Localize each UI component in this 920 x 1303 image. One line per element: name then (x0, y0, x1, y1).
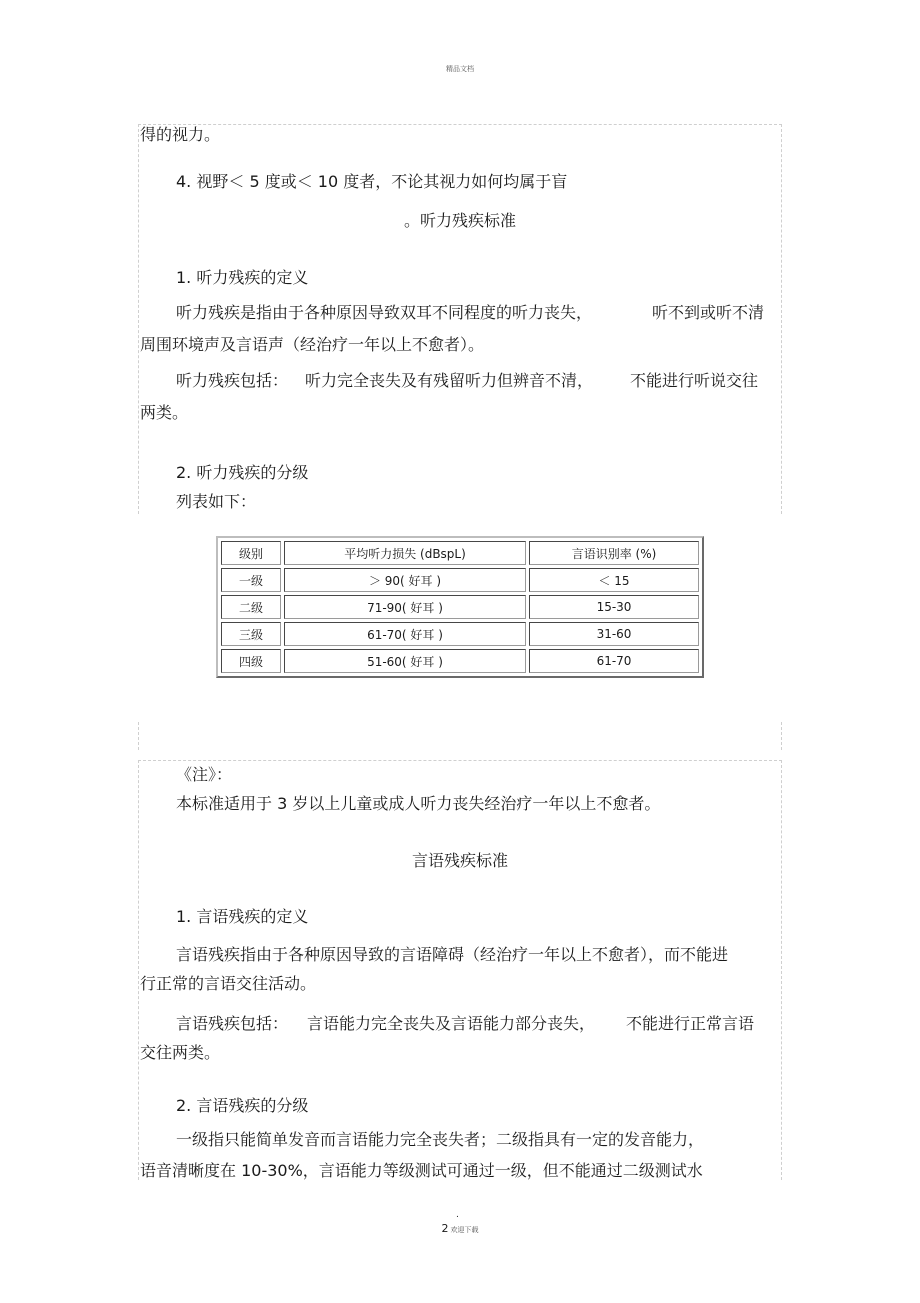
paragraph-list-below: 列表如下： (176, 492, 257, 511)
table-row (221, 595, 699, 619)
paragraph-speech-def-1: 言语残疾指由于各种原因导致的言语障碍（经治疗一年以上不愈者），而不能进 (176, 945, 729, 964)
page-footer (0, 1222, 920, 1235)
table-row (221, 622, 699, 646)
table-cell: 61-70 (529, 649, 699, 673)
page-header: 精品文档 (446, 65, 474, 73)
frame-right-rule (781, 124, 782, 514)
page-number: 2 (441, 1222, 449, 1235)
footer-note: 欢迎下载 (450, 1226, 479, 1234)
table-cell: 一级 (221, 568, 281, 592)
footer-dot: . (456, 1210, 459, 1220)
frame-right-rule-2 (781, 722, 782, 750)
table-header-cell: 平均听力损失 (dBspL) (284, 541, 526, 565)
paragraph-hearing-incl-a: 听力残疾包括： (176, 371, 289, 390)
heading-speech-standard: 言语残疾标准 (411, 851, 508, 870)
paragraph-hearing-incl-c: 不能进行听说交往 (630, 371, 759, 390)
table-cell: 71-90( 好耳 ) (284, 595, 526, 619)
table-cell: 15-30 (529, 595, 699, 619)
frame-left-rule-2 (138, 722, 139, 750)
table-cell: 61-70( 好耳 ) (284, 622, 526, 646)
frame-mid-rule (138, 760, 782, 761)
frame-right-rule-3 (781, 760, 782, 1180)
paragraph-note-scope: 本标准适用于 3 岁以上儿童或成人听力丧失经治疗一年以上不愈者。 (176, 794, 661, 813)
table-header-cell: 言语识别率 (%) (529, 541, 699, 565)
paragraph-hearing-def-1b: 听不到或听不清 (652, 303, 765, 322)
paragraph-speech-incl-a: 言语残疾包括： (176, 1014, 289, 1033)
paragraph-hearing-def-2: 周围环境声及言语声（经治疗一年以上不愈者）。 (140, 335, 485, 354)
paragraph-speech-incl-b: 言语能力完全丧失及言语能力部分丧失， (307, 1014, 596, 1033)
paragraph-visual-field: 4. 视野＜ 5 度或＜ 10 度者，不论其视力如何均属于盲 (176, 172, 568, 191)
paragraph-speech-incl-d: 交往两类。 (140, 1043, 221, 1062)
heading-hearing-grading: 2. 听力残疾的分级 (176, 463, 309, 482)
table-header-row (221, 541, 699, 565)
heading-speech-definition: 1. 言语残疾的定义 (176, 907, 309, 926)
paragraph-speech-grade-1: 一级指只能简单发音而言语能力完全丧失者；二级指具有一定的发音能力， (176, 1130, 705, 1149)
paragraph-hearing-incl-b: 听力完全丧失及有残留听力但辨音不清， (305, 371, 594, 390)
table-header-cell: 级别 (221, 541, 281, 565)
frame-left-rule-3 (138, 760, 139, 1180)
table-row (221, 649, 699, 673)
heading-hearing-definition: 1. 听力残疾的定义 (176, 268, 309, 287)
hearing-grade-table (216, 536, 704, 678)
table-cell: 二级 (221, 595, 281, 619)
paragraph-speech-def-2: 行正常的言语交往活动。 (140, 974, 317, 993)
table-cell: 51-60( 好耳 ) (284, 649, 526, 673)
frame-top-rule (138, 124, 782, 125)
table-cell: 四级 (221, 649, 281, 673)
table-cell: ＜ 15 (529, 568, 699, 592)
table-row (221, 568, 699, 592)
paragraph-hearing-def-1a: 听力残疾是指由于各种原因导致双耳不同程度的听力丧失， (176, 303, 593, 322)
note-label: 《注》： (176, 765, 233, 784)
paragraph-hearing-incl-d: 两类。 (140, 403, 189, 422)
paragraph-vision-end: 得的视力。 (140, 125, 221, 144)
table-cell: ＞ 90( 好耳 ) (284, 568, 526, 592)
table-cell: 三级 (221, 622, 281, 646)
heading-hearing-standard: 。听力残疾标准 (403, 211, 516, 230)
paragraph-speech-grade-2: 语音清晰度在 10-30%，言语能力等级测试可通过一级，但不能通过二级测试水 (140, 1161, 703, 1180)
table-cell: 31-60 (529, 622, 699, 646)
heading-speech-grading: 2. 言语残疾的分级 (176, 1096, 309, 1115)
frame-left-rule (138, 124, 139, 514)
paragraph-speech-incl-c: 不能进行正常言语 (626, 1014, 755, 1033)
